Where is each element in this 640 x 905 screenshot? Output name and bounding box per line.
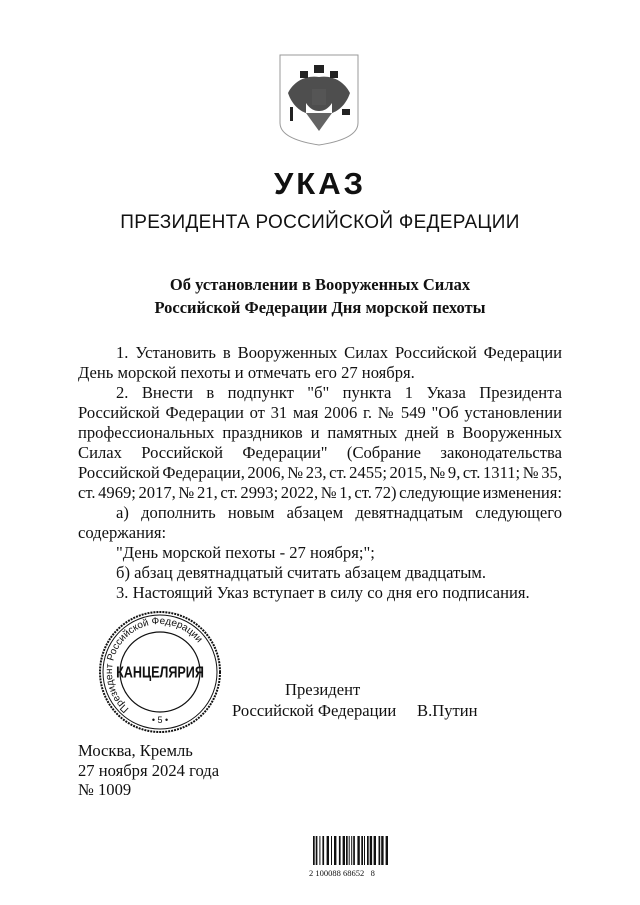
barcode-bar: [374, 836, 376, 865]
barcode-bar: [381, 836, 383, 865]
signatory-name: В.Путин: [417, 701, 478, 720]
barcode-bar: [353, 836, 355, 865]
barcode: [313, 836, 388, 865]
barcode-bar: [322, 836, 324, 865]
barcode-bar: [343, 836, 345, 865]
barcode-bar: [327, 836, 329, 865]
stamp-center-text: КАНЦЕЛЯРИЯ: [116, 664, 204, 683]
body-line: профессиональных праздников и памятных дней в Вооруженных: [78, 423, 562, 442]
document-subtitle: ПРЕЗИДЕНТА РОССИЙСКОЙ ФЕДЕРАЦИИ: [120, 212, 520, 233]
decree-number: № 1009: [78, 780, 132, 799]
barcode-bar: [313, 836, 315, 865]
body-line: 2. Внести в подпункт "б" пункта 1 Указа Президента: [116, 383, 562, 402]
barcode-bar: [379, 836, 381, 865]
barcode-bar: [319, 836, 320, 865]
body-line: Силах Российской Федерации" (Собрание законодательства: [78, 443, 562, 462]
body-line: а) дополнить новым абзацем девятнадцатым следующего: [116, 503, 562, 522]
office-stamp: [98, 610, 222, 734]
barcode-bar: [346, 836, 348, 865]
body-line: 1. Установить в Вооруженных Силах Российской Федерации: [116, 343, 562, 362]
body-line: День морской пехоты и отмечать его 27 ноября.: [78, 363, 415, 382]
barcode-bar: [357, 836, 359, 865]
barcode-bar: [364, 836, 365, 865]
signing-date: 27 ноября 2024 года: [78, 761, 220, 780]
document-title: УКАЗ: [273, 166, 366, 201]
body-line: ст. 4969; 2017, № 21, ст. 2993; 2022, № 1, ст. 72) следующие изменения:: [78, 483, 562, 502]
barcode-bar: [349, 836, 350, 865]
subject-line-1: Об установлении в Вооруженных Силах: [169, 275, 471, 294]
barcode-bar: [370, 836, 372, 865]
barcode-bar: [316, 836, 318, 865]
barcode-bar: [331, 836, 332, 865]
body-line: Российской Федерации от 31 мая 2006 г. № 549 "Об установлении: [78, 403, 562, 422]
body-line: Российской Федерации, 2006, № 23, ст. 2455; 2015, № 9, ст. 1311; № 35,: [78, 463, 562, 482]
body-line: б) абзац девятнадцатый считать абзацем двадцатым.: [116, 563, 487, 582]
body-line: содержания:: [78, 523, 167, 542]
state-emblem: [276, 53, 362, 147]
signature-position-1: Президент: [285, 680, 361, 699]
stamp-number: • 5 •: [151, 715, 169, 725]
body-line: "День морской пехоты - 27 ноября;";: [116, 543, 375, 562]
subject-line-2: Российской Федерации Дня морской пехоты: [154, 298, 486, 317]
barcode-digits: 2 100088 68652 8: [309, 868, 375, 878]
signature-position-2: Российской Федерации: [232, 701, 397, 720]
barcode-bar: [386, 836, 388, 865]
barcode-bar: [339, 836, 341, 865]
barcode-bar: [334, 836, 336, 865]
barcode-bar: [361, 836, 363, 865]
barcode-bar: [367, 836, 369, 865]
stamp-ring-text: Президент Российской Федерации: [103, 615, 205, 715]
signing-place: Москва, Кремль: [78, 741, 193, 760]
body-line: 3. Настоящий Указ вступает в силу со дня его подписания.: [116, 583, 530, 602]
barcode-bar: [351, 836, 352, 865]
